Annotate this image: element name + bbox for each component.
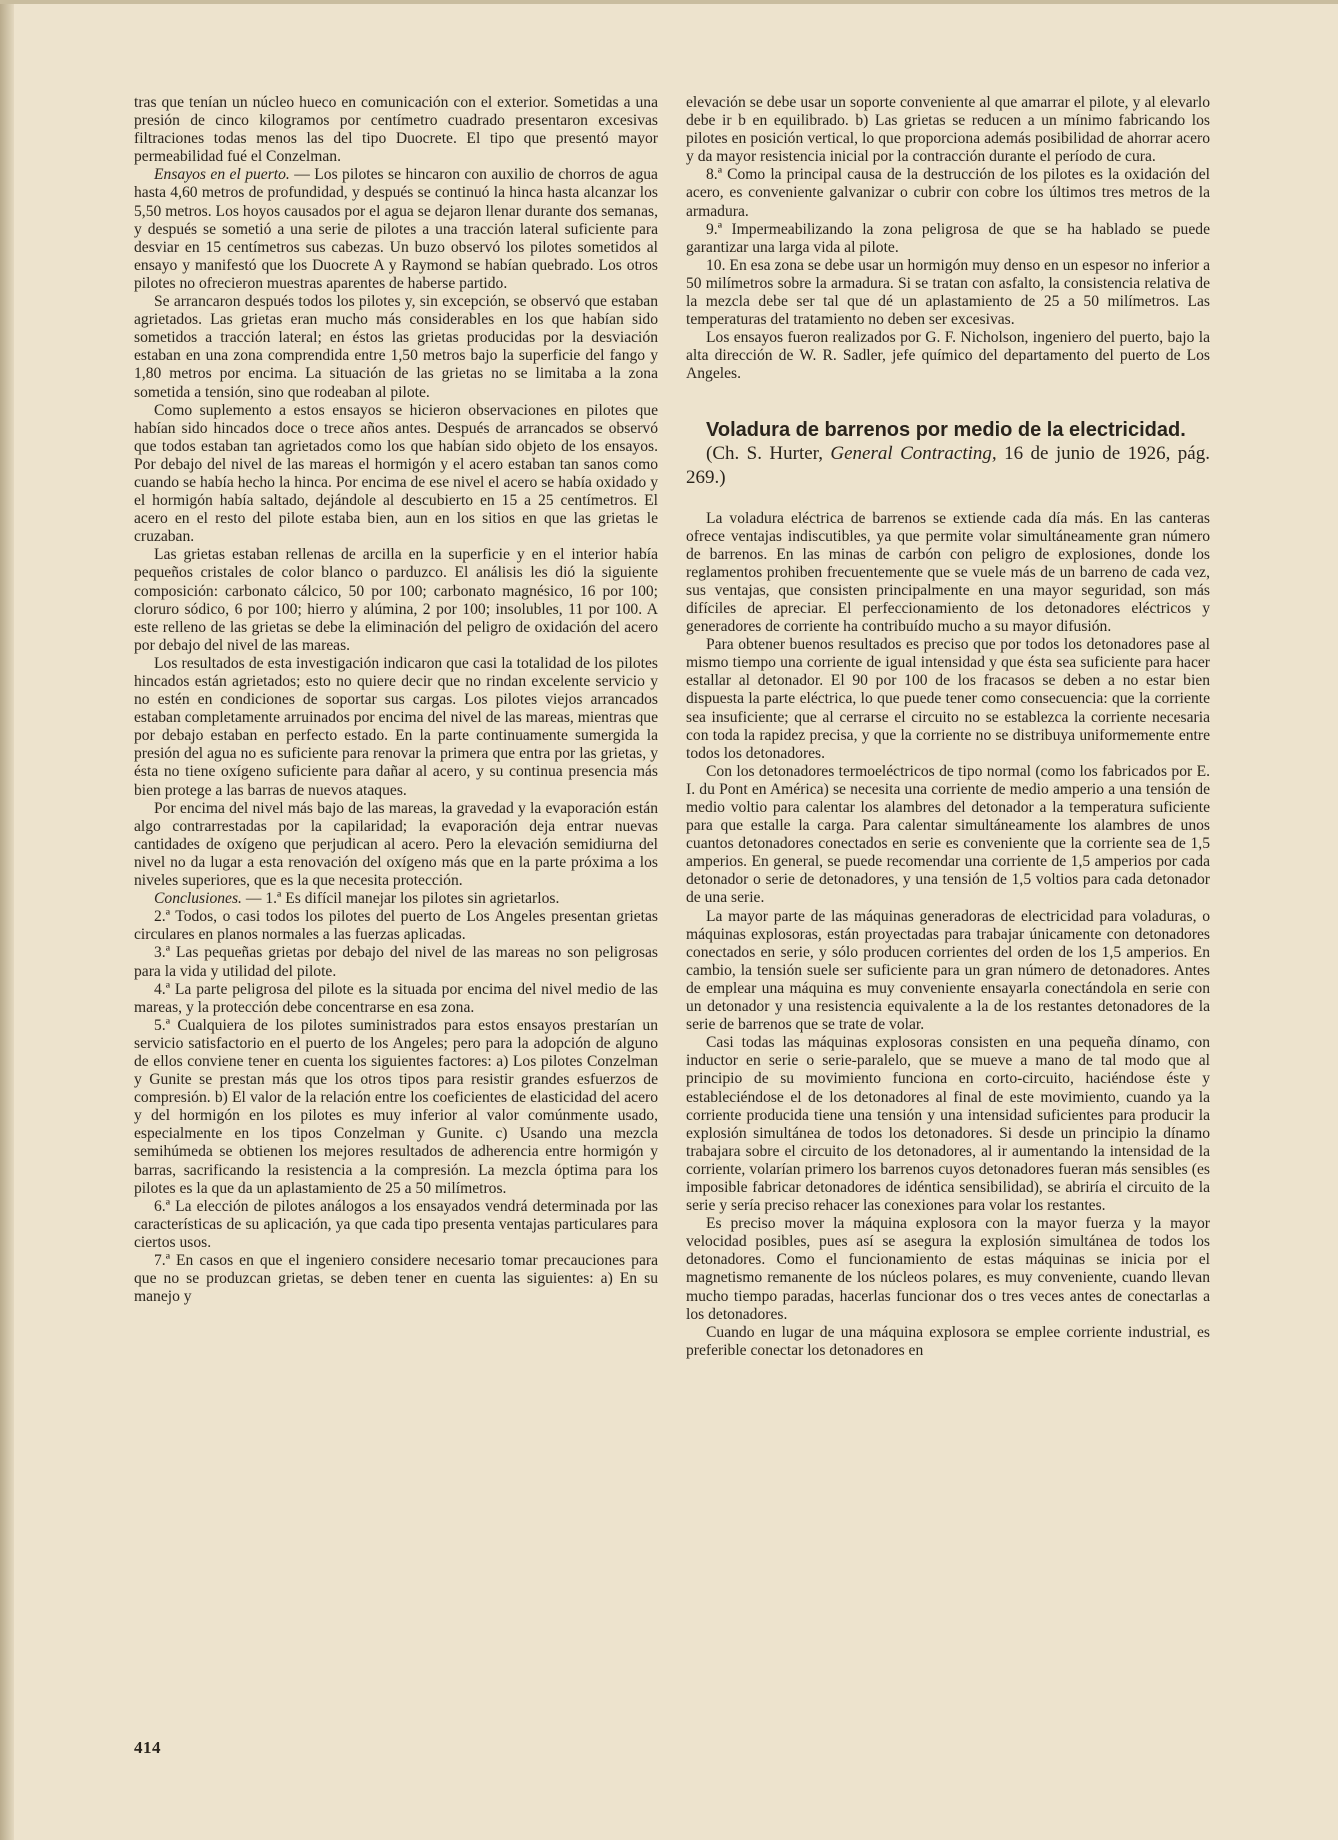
right-column <box>686 94 1210 1360</box>
article-heading <box>686 418 1210 490</box>
paragraph: Por encima del nivel más bajo de las mareas, la gravedad y la evaporación están algo contrarrestadas por la capilaridad; la evaporación deja entrar nuevas cantidades de oxígeno que perjudican al acero. Pero la elevación semidiurna del nivel no da lugar a esta renovación del oxígeno más que en la parte próxima a los niveles superiores, que es la que necesita protección. <box>134 799 658 890</box>
conclusion-item: 6.ª La elección de pilotes análogos a los ensayados vendrá determinada por las características de su aplicación, ya que cada tipo presenta ventajas particulares para ciertos usos. <box>134 1197 658 1251</box>
page-number: 414 <box>134 1738 161 1757</box>
paragraph-credits: Los ensayos fueron realizados por G. F. Nicholson, ingeniero del puerto, bajo la alta dirección de W. R. Sadler, jefe químico del departamento del puerto de Los Angeles. <box>686 329 1210 383</box>
paragraph: Los resultados de esta investigación indicaron que casi la totalidad de los pilotes hincados están agrietados; esto no quiere decir que no rindan excelente servicio y no estén en condiciones de soportar sus cargas. Los pilotes viejos arrancados estaban completamente arruinados por encima del nivel de las mareas, mientras que por debajo estaban en perfecto estado. En la parte continuamente sumergida la presión del agua no es suficiente para renovar la primera que entra por las grietas, y ésta no tiene oxígeno suficiente para dañar al acero, y su continua presencia más bien protege a las barras de nuevos ataques. <box>134 654 658 799</box>
paragraph-text: — Los pilotes se hincaron con auxilio de chorros de agua hasta 4,60 metros de profundidad, y después se continuó la hinca hasta alcanzar los 5,50 metros. Los hoyos causados por el agua se dejaron llenar durante dos semanas, y después se sometió a una serie de pilotes a una tracción lateral suficiente para desviar en 15 centímetros sus cabezas. Un buzo observó los pilotes sometidos al ensayo y manifestó que los Duocrete A y Raymond se habían quebrado. Los otros pilotes no ofrecieron muestras aparentes de haberse partido. <box>134 166 658 292</box>
conclusion-item: 7.ª En casos en que el ingeniero considere necesario tomar precauciones para que no se produzcan grietas, se deben tener en cuenta las siguientes: a) En su manejo y <box>134 1252 658 1306</box>
paragraph: La mayor parte de las máquinas generadoras de electricidad para voladuras, o máquinas explosoras, están proyectadas para trabajar únicamente con detonadores conectados en serie, y sólo producen corrientes del orden de los 1,5 amperios. En cambio, la tensión suele ser suficiente para un gran número de detonadores. Antes de emplear una máquina es muy conveniente ensayarla conectándola en serie con un detonador y una resistencia equivalente a la de los restantes detonadores de la serie de barrenos que se trate de volar. <box>686 907 1210 1034</box>
section-lead-ensayos: Ensayos en el puerto. <box>154 166 290 184</box>
conclusion-item: 8.ª Como la principal causa de la destrucción de los pilotes es la oxidación del acero, es conveniente galvanizar o cubrir con cobre los últimos tres metros de la armadura. <box>686 166 1210 220</box>
page-binding-edge <box>0 0 14 1840</box>
citation-date: 16 de junio de 1926, pág. 269.) <box>686 442 1210 488</box>
conclusion-item: 5.ª Cualquiera de los pilotes suministrados para estos ensayos prestarían un servicio satisfactorio en el puerto de los Angeles; pero para la adopción de alguno de ellos conviene tener en cuenta los siguientes factores: a) Los pilotes Conzelman y Gunite se prestan más que los otros tipos para resistir grandes esfuerzos de compresión. b) El valor de la relación entre los coeficientes de elasticidad del acero y del hormigón en los pilotes es muy inferior al valor comúnmente usado, especialmente en los tipos Conzelman y Gunite. c) Usando una mezcla semihúmeda se obtienen los mejores resultados de adherencia entre hormigón y barras, sacrificando la resistencia a la compresión. La mezcla óptima para los pilotes es la que da un aplastamiento de 25 a 50 milímetros. <box>134 1016 658 1197</box>
paragraph-conclusiones <box>134 890 658 908</box>
paragraph: Se arrancaron después todos los pilotes y, sin excepción, se observó que estaban agrietados. Las grietas eran mucho más considerables en los que habían sido sometidos a tracción lateral; en éstos las grietas producidas por la desviación estaban en una zona comprendida entre 1,50 metros bajo la superficie del fango y 1,80 metros por encima. La situación de las grietas no se limitaba a la zona sometida a tensión, sino que rodeaban al pilote. <box>134 293 658 401</box>
paragraph: Como suplemento a estos ensayos se hicieron observaciones en pilotes que habían sido hincados doce o trece años antes. Después de arrancados se observó que todos estaban tan agrietados como los que habían sido objeto de los ensayos. Por debajo del nivel de las mareas el hormigón y el acero estaban tan sanos como cuando se había hecho la hinca. Por encima de ese nivel el acero se había oxidado y el hormigón había saltado, dejándole al descubierto en 15 a 25 centímetros. El acero en el resto del pilote estaba bien, aun en los sitios en que las grietas le cruzaban. <box>134 401 658 546</box>
paragraph: Es preciso mover la máquina explosora con la mayor fuerza y la mayor velocidad posibles, pues así se asegura la explosión simultánea de todos los detonadores. Como el funcionamiento de estas máquinas se inicia por el magnetismo remanente de los núcleos polares, es muy conveniente, cuando llevan mucho tiempo paradas, hacerlas funcionar dos o tres veces antes de conectarlas a los detonadores. <box>686 1215 1210 1323</box>
citation-publication: General Contracting, <box>830 442 997 464</box>
conclusion-item: 10. En esa zona se debe usar un hormigón muy denso en un espesor no inferior a 50 milímetros sobre la armadura. Si se tratan con asfalto, la consistencia relativa de la mezcla debe ser tal que dé un aplastamiento de 25 a 50 milímetros. Las temperaturas del tratamiento no deben ser excesivas. <box>686 256 1210 329</box>
paragraph-text: — 1.ª Es difícil manejar los pilotes sin agrietarlos. <box>241 890 560 908</box>
paragraph: elevación se debe usar un soporte conveniente al que amarrar el pilote, y al elevarlo debe ir b en equilibrado. b) Las grietas se reducen a un mínimo fabricando los pilotes en posición vertical, lo que proporciona además posibilidad de ahorrar acero y da mayor resistencia inicial por la contracción durante el período de cura. <box>686 94 1210 166</box>
conclusion-item: 3.ª Las pequeñas grietas por debajo del nivel de las mareas no son peligrosas para la vida y utilidad del pilote. <box>134 944 658 980</box>
paragraph: Casi todas las máquinas explosoras consisten en una pequeña dínamo, con inductor en serie o serie-paralelo, que se mueve a mano de tal modo que al principio de su movimiento funciona en corto-circuito, haciéndose éste y estableciéndose el de los detonadores al final de este movimiento, cuando ya la corriente producida tiene una tensión y una intensidad suficientes para producir la explosión simultánea de todos los detonadores. Si desde un principio la dínamo trabajara sobre el circuito de los detonadores, al ir aumentando la intensidad de la corriente, volarían primero los barrenos cuyos detonadores fueran más sensibles (es imposible fabricar detonadores de idéntica sensibilidad), se abriría el circuito de la serie y sería preciso rehacer las conexiones para volar los restantes. <box>686 1034 1210 1215</box>
paragraph: La voladura eléctrica de barrenos se extiende cada día más. En las canteras ofrece ventajas indiscutibles, ya que permite volar simultáneamente gran número de barrenos. En las minas de carbón con peligro de explosiones, donde los reglamentos prohiben frecuentemente que se vuele más de un barreno de cada vez, sus ventajas, que consisten principalmente en una mayor seguridad, son más difíciles de apreciar. El perfeccionamiento de los detonadores eléctricos y generadores de corriente ha contribuído mucho a su mayor difusión. <box>686 509 1210 636</box>
conclusion-item: 4.ª La parte peligrosa del pilote es la situada por encima del nivel medio de las mareas, y la protección debe concentrarse en esa zona. <box>134 980 658 1016</box>
paragraph: tras que tenían un núcleo hueco en comunicación con el exterior. Sometidas a una presión de cinco kilogramos por centímetro cuadrado presentaron excesivas filtraciones todas menos las del tipo Duocrete. El tipo que presentó mayor permeabilidad fué el Conzelman. <box>134 94 658 166</box>
paragraph: Las grietas estaban rellenas de arcilla en la superficie y en el interior había pequeños cristales de color blanco o parduzco. El análisis les dió la siguiente composición: carbonato cálcico, 50 por 100; carbonato magnésico, 16 por 100; cloruro sódico, 6 por 100; hierro y alúmina, 2 por 100; insolubles, 11 por 100. A este relleno de las grietas se debe la eliminación del peligro de oxidación del acero por debajo del nivel de las mareas. <box>134 546 658 654</box>
paragraph: Con los detonadores termoeléctricos de tipo normal (como los fabricados por E. I. du Pont en América) se necesita una corriente de medio amperio a una tensión de medio voltio para calentar los alambres del detonador a la temperatura suficiente para que estalle la carga. Para calentar simultáneamente los alambres de unos cuantos detonadores conectados en serie es conveniente que la corriente sea de 1,5 amperios. En general, se puede recomendar una corriente de 1,5 amperios por cada detonador o serie de detonadores, y una tensión de 1,5 voltios para cada detonador de una serie. <box>686 762 1210 907</box>
citation-author: (Ch. S. Hurter, <box>706 442 831 464</box>
article-title: Voladura de barrenos por medio de la electricidad. <box>706 418 1186 441</box>
paragraph-ensayos <box>134 166 658 293</box>
paragraph: Para obtener buenos resultados es preciso que por todos los detonadores pase al mismo tiempo una corriente de igual intensidad y que ésta sea suficiente para hacer estallar al detonador. El 90 por 100 de los fracasos se deben a no estar bien dispuesta la parte eléctrica, lo que puede tener como consecuencia: que la corriente sea insuficiente; que al cerrarse el circuito no se establezca la corriente necesaria con toda la rapidez precisa, y que la corriente no se distribuya uniformemente entre todos los detonadores. <box>686 636 1210 762</box>
article-citation <box>686 442 1210 490</box>
section-lead-conclusiones: Conclusiones. <box>154 890 242 908</box>
paragraph: Cuando en lugar de una máquina explosora se emplee corriente industrial, es preferible conectar los detonadores en <box>686 1323 1210 1359</box>
conclusion-item: 9.ª Impermeabilizando la zona peligrosa de que se ha hablado se puede garantizar una larga vida al pilote. <box>686 220 1210 256</box>
page-top-edge <box>0 0 1338 4</box>
conclusion-item: 2.ª Todos, o casi todos los pilotes del puerto de Los Angeles presentan grietas circulares en planos normales a las fuerzas aplicadas. <box>134 908 658 944</box>
left-column <box>134 94 658 1306</box>
